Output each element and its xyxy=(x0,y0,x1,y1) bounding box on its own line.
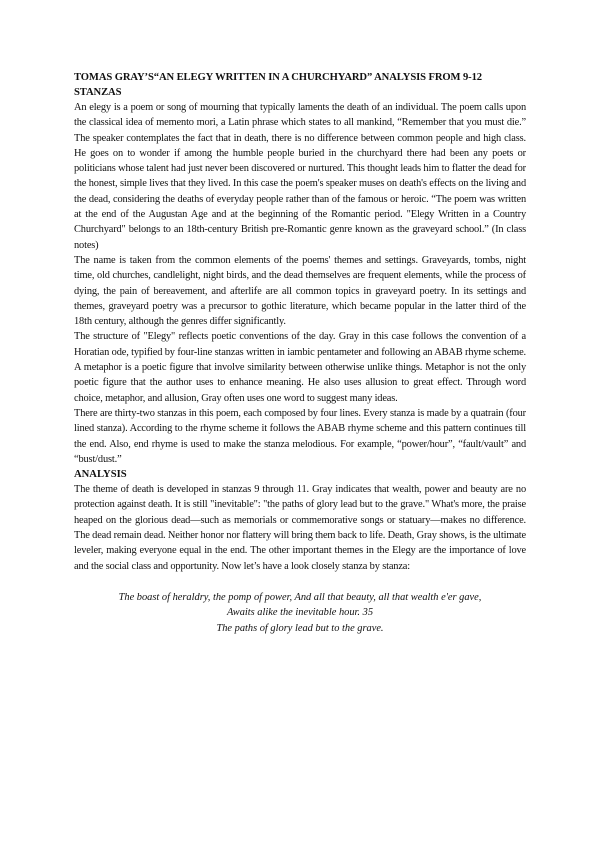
poem-line: Awaits alike the inevitable hour. 35 xyxy=(226,607,374,619)
paragraph-analysis: The theme of death is developed in stanzas 9 through 11. Gray indicates that wealth, power and beauty are no protection against death. It is still "inevitable": "the paths of glory lead but to the grave." What's more, the praise heaped on the glorious dead—such as memorials or commemorative songs or statuary—makes no difference. The dead remain dead. Neither honor nor flattery will bring them back to life. Death, Gray shows, is the ultimate leveler, making everyone equal in the end. The other important themes in the Elegy are the importance of love and the social class and opportunity. Now let’s have a look closely stanza by stanza: xyxy=(74,484,526,572)
poem-excerpt xyxy=(74,590,526,636)
paragraph-graveyard-school: The name is taken from the common elements of the poems' themes and settings. Graveyards, tombs, night time, old churches, candlelight, night birds, and the dead themselves are frequent elements, while the process of dying, the pain of bereavement, and afterlife are all common topics in graveyard poetry. In its settings and themes, graveyard poetry was a precursor to gothic literature, which became popular in the latter third of the 18th century, although the genres differ significantly. xyxy=(74,254,526,328)
poem-line: The paths of glory lead but to the grave. xyxy=(216,622,384,634)
document-page xyxy=(74,70,526,636)
paragraph-stanzas: There are thirty-two stanzas in this poem, each composed by four lines. Every stanza is made by a quatrain (four lined stanza). According to the rhyme scheme it follows the ABAB rhyme scheme and this pattern continues till the end. Also, end rhyme is used to make the stanza melodious. For example, “power/hour”, “fault/vault” and “bust/dust.” xyxy=(74,407,526,465)
analysis-heading: ANALYSIS xyxy=(74,469,127,481)
poem-line: The boast of heraldry, the pomp of power, And all that beauty, all that wealth e'er gave, xyxy=(118,591,482,603)
paragraph-elegy-definition: An elegy is a poem or song of mourning that typically laments the death of an individual. The poem calls upon the classical idea of memento mori, a Latin phrase which states to all mankind, “Remember that you must die.” The speaker contemplates the fact that in death, there is no difference between common people and high class. He goes on to wonder if among the humble people buried in the churchyard there had been any poets or politicians whose talent had just never been discovered or nurtured. This thought leads him to flatter the dead for the honest, simple lives that they lived. In this case the poem's speaker muses on death's effects on the living and the dead, considering the deaths of everyday people rather than of the famous or heroic. “The poem was written at the end of the Augustan Age and at the beginning of the Romantic period. "Elegy Written in a Country Churchyard" belongs to an 18th-century British pre-Romantic genre known as the graveyard school.” (In class notes) xyxy=(74,102,526,251)
paragraph-structure: The structure of "Elegy" reflects poetic conventions of the day. Gray in this case follows the convention of a Horatian ode, typified by four-line stanzas written in iambic pentameter and following an ABAB rhyme scheme. A metaphor is a poetic figure that involve similarity between otherwise unlike things. Metaphor is not the only poetic figure that the author uses to enhance meaning. He also uses allusion to great effect. Through word choice, metaphor, and allusion, Gray often uses one word to suggest many ideas. xyxy=(74,331,526,404)
document-title: TOMAS GRAY’S“AN ELEGY WRITTEN IN A CHURCHYARD” ANALYSIS FROM 9-12 STANZAS xyxy=(74,72,483,98)
